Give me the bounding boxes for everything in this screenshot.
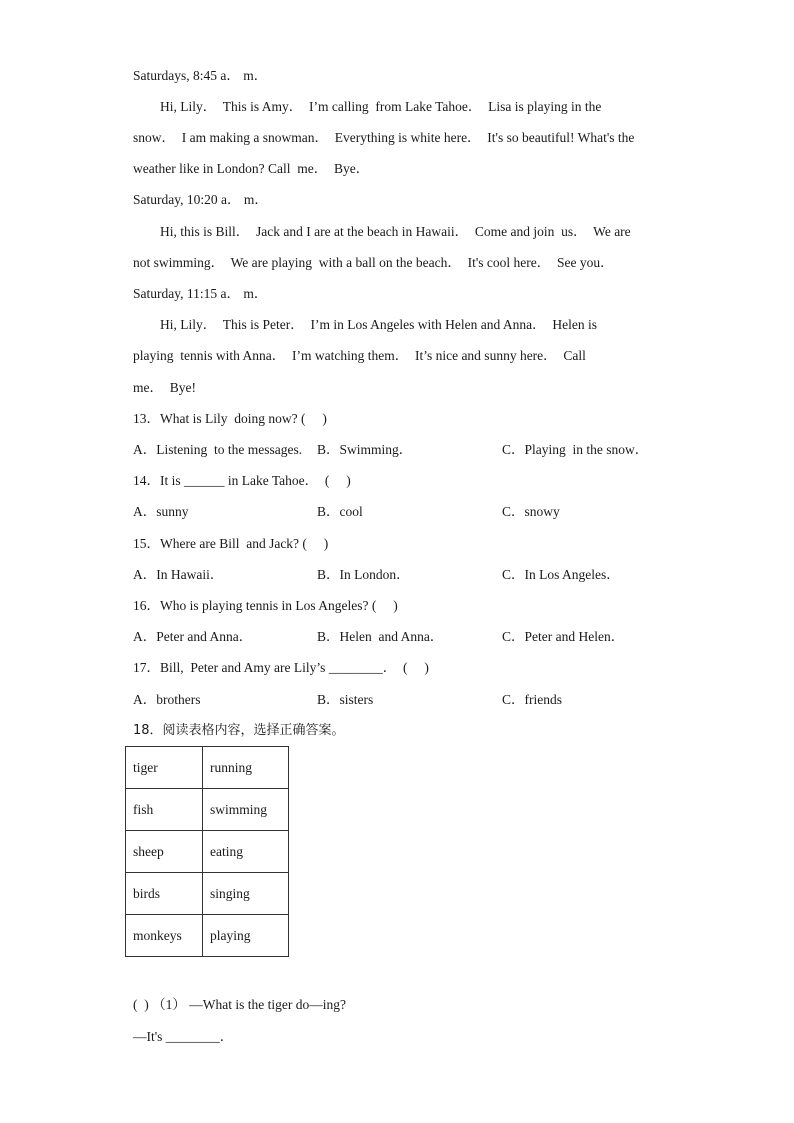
action-cell: playing (203, 915, 289, 957)
action-cell: eating (203, 831, 289, 873)
option-a: A．sunny (133, 504, 189, 519)
option-b: B．sisters (317, 692, 374, 707)
animal-cell: tiger (126, 747, 203, 789)
answer-line: —It's ________． (133, 1029, 234, 1044)
question-stem: 16．Who is playing tennis in Los Angeles? ( ) (133, 598, 398, 613)
vocab-table (125, 746, 289, 957)
sub-question: ( ) （1） —What is the tiger do—ing? (133, 997, 346, 1012)
animal-cell: monkeys (126, 915, 203, 957)
action-cell: running (203, 747, 289, 789)
option-c: C．snowy (502, 504, 560, 519)
question-stem: 17．Bill, Peter and Amy are Lily’s ________． ( ) (133, 660, 429, 675)
option-a: A．Listening to the messages. (133, 442, 303, 457)
message-time: Saturday, 10:20 a． m． (133, 192, 268, 207)
option-a: A．Peter and Anna． (133, 629, 253, 644)
animal-cell: sheep (126, 831, 203, 873)
option-b: B．Helen and Anna． (317, 629, 444, 644)
option-a: A．In Hawaii． (133, 567, 224, 582)
option-c: C．friends (502, 692, 562, 707)
table-row (126, 747, 289, 789)
option-c: C．Playing in the snow． (502, 442, 649, 457)
message-text-line: weather like in London? Call me． Bye． (133, 161, 370, 176)
table-row (126, 789, 289, 831)
message-text-line: Hi, Lily． This is Peter． I’m in Los Angeles with Helen and Anna． Helen is (160, 317, 597, 332)
message-text-line: playing tennis with Anna． I’m watching them． It’s nice and sunny here． Call (133, 348, 586, 363)
message-text-line: me． Bye! (133, 380, 196, 395)
message-text-line: not swimming． We are playing with a ball on the beach． It's cool here． See you． (133, 255, 614, 270)
message-time: Saturday, 11:15 a． m． (133, 286, 268, 301)
message-text-line: Hi, Lily． This is Amy． I’m calling from Lake Tahoe． Lisa is playing in the (160, 99, 602, 114)
table-row (126, 873, 289, 915)
question-stem: 15．Where are Bill and Jack? ( ) (133, 536, 329, 551)
option-a: A．brothers (133, 692, 201, 707)
table-row (126, 915, 289, 957)
action-cell: swimming (203, 789, 289, 831)
option-b: B．In London． (317, 567, 410, 582)
action-cell: singing (203, 873, 289, 915)
option-b: B．cool (317, 504, 363, 519)
message-text-line: snow． I am making a snowman． Everything is white here． It's so beautiful! What's the (133, 130, 635, 145)
question-stem: 14．It is ______ in Lake Tahoe． ( ) (133, 473, 351, 488)
table-row (126, 831, 289, 873)
message-time: Saturdays, 8:45 a． m． (133, 68, 268, 83)
option-c: C．In Los Angeles． (502, 567, 620, 582)
option-c: C．Peter and Helen． (502, 629, 625, 644)
animal-cell: birds (126, 873, 203, 915)
animal-cell: fish (126, 789, 203, 831)
option-b: B．Swimming． (317, 442, 413, 457)
question-18-title: 18．阅读表格内容，选择正确答案。 (133, 723, 345, 738)
question-stem: 13．What is Lily doing now? ( ) (133, 411, 327, 426)
message-text-line: Hi, this is Bill． Jack and I are at the beach in Hawaii． Come and join us． We are (160, 224, 631, 239)
